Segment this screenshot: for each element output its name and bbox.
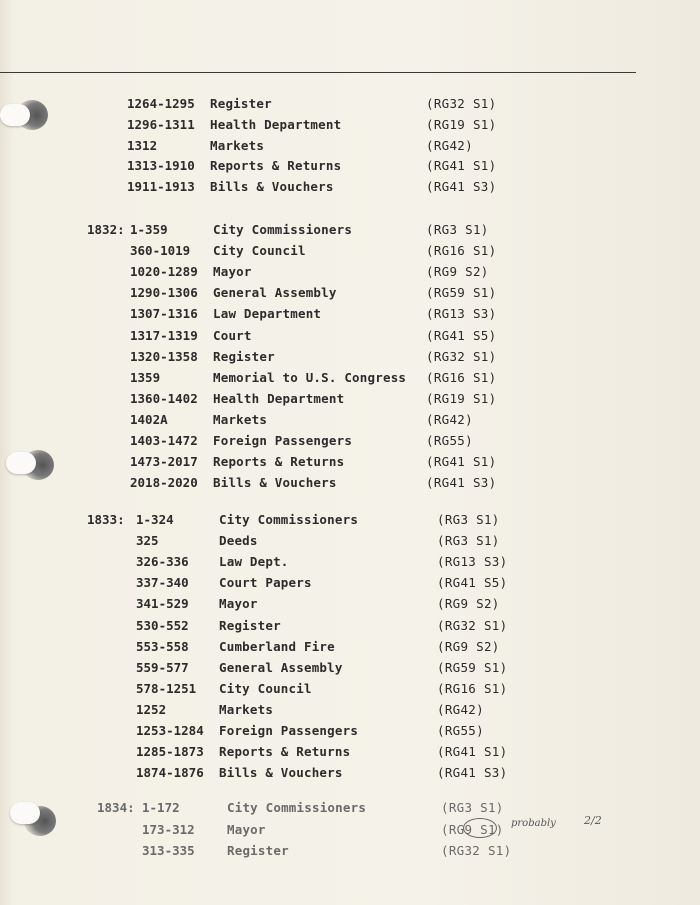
item-range: 1-359	[130, 222, 168, 237]
record-group-title: Health Department	[213, 390, 345, 406]
record-group-title: Law Dept.	[219, 554, 289, 570]
record-group-title: Reports & Returns	[210, 158, 342, 174]
annotation-circle	[463, 818, 497, 838]
item-range: 313-335	[142, 843, 195, 858]
item-range: 1307-1316	[130, 306, 198, 322]
record-group-code: (RG9 S2)	[426, 264, 489, 280]
record-group-code: (RG55)	[426, 433, 473, 448]
index-row	[0, 285, 700, 305]
record-group-code: (RG16 S1)	[426, 243, 497, 259]
record-group-code: (RG3 S1)	[426, 222, 489, 237]
item-range: 1253-1284	[136, 723, 204, 738]
record-group-code: (RG59 S1)	[437, 659, 508, 675]
year-label: 1832:	[87, 222, 125, 237]
record-group-code: (RG42)	[426, 411, 473, 427]
record-group-code: (RG41 S1)	[426, 158, 497, 174]
record-group-code: (RG16 S1)	[426, 369, 497, 385]
record-group-title: Mayor	[213, 264, 252, 280]
record-group-code: (RG41 S3)	[426, 475, 497, 491]
item-range: 1402A	[130, 411, 168, 427]
index-row	[0, 349, 700, 369]
record-group-title: Court Papers	[219, 575, 312, 591]
index-row	[0, 681, 700, 701]
index-row	[0, 639, 700, 659]
record-group-title: Markets	[213, 411, 268, 427]
item-range: 1-172	[142, 800, 180, 815]
handwritten-fraction: 2/2	[584, 814, 602, 827]
record-group-code: (RG3 S1)	[437, 533, 500, 549]
item-range: 326-336	[136, 554, 189, 570]
index-row	[0, 744, 700, 764]
item-range: 341-529	[136, 596, 189, 612]
item-range: 1473-2017	[130, 454, 198, 470]
index-row	[0, 117, 700, 137]
record-group-code: (RG41 S5)	[426, 327, 497, 343]
item-range: 578-1251	[136, 680, 197, 696]
record-group-title: City Council	[219, 680, 312, 696]
index-row	[0, 138, 700, 158]
record-group-code: (RG3 S1)	[441, 800, 504, 815]
record-group-title: Register	[213, 348, 275, 364]
record-group-title: Memorial to U.S. Congress	[213, 369, 407, 385]
top-rule	[0, 72, 636, 73]
item-range: 559-577	[136, 659, 189, 675]
record-group-title: Register	[219, 617, 281, 633]
item-range: 337-340	[136, 575, 189, 591]
record-group-code: (RG9 S2)	[437, 638, 500, 654]
record-group-code: (RG41 S1)	[426, 454, 497, 470]
record-group-title: General Assembly	[219, 659, 343, 675]
record-group-title: Bills & Vouchers	[213, 475, 337, 491]
item-range: 173-312	[142, 821, 195, 837]
record-group-code: (RG42)	[437, 701, 484, 717]
record-group-code: (RG59 S1)	[426, 285, 497, 301]
item-range: 1264-1295	[127, 96, 195, 111]
index-row	[0, 412, 700, 432]
record-group-code: (RG32 S1)	[426, 348, 497, 364]
record-group-title: Health Department	[210, 116, 342, 132]
index-row	[0, 222, 700, 242]
record-group-code: (RG3 S1)	[437, 512, 500, 527]
item-range: 1359	[130, 369, 161, 385]
index-row	[0, 723, 700, 743]
index-row	[0, 264, 700, 284]
item-range: 1312	[127, 137, 158, 153]
record-group-title: Markets	[210, 137, 265, 153]
item-range: 1403-1472	[130, 433, 198, 448]
handwritten-note: probably	[511, 818, 556, 829]
index-row	[0, 596, 700, 616]
item-range: 530-552	[136, 617, 189, 633]
record-group-title: Bills & Vouchers	[210, 179, 334, 195]
record-group-code: (RG32 S1)	[426, 96, 497, 111]
item-range: 1317-1319	[130, 327, 198, 343]
item-range: 325	[136, 533, 159, 549]
record-group-title: General Assembly	[213, 285, 337, 301]
index-row	[0, 306, 700, 326]
record-group-code: (RG19 S1)	[426, 116, 497, 132]
item-range: 1320-1358	[130, 348, 198, 364]
item-range: 553-558	[136, 638, 189, 654]
index-row	[0, 454, 700, 474]
index-row	[0, 843, 700, 863]
record-group-title: Mayor	[219, 596, 258, 612]
record-group-title: Register	[227, 843, 289, 858]
record-group-title: Law Department	[213, 306, 322, 322]
record-group-code: (RG41 S3)	[426, 179, 497, 195]
record-group-code: (RG19 S1)	[426, 390, 497, 406]
record-group-code: (RG41 S3)	[437, 765, 508, 781]
record-group-title: Foreign Passengers	[213, 433, 353, 448]
index-row	[0, 618, 700, 638]
record-group-code: (RG13 S3)	[426, 306, 497, 322]
record-group-title: City Commissioners	[213, 222, 353, 237]
index-row	[0, 554, 700, 574]
item-range: 1285-1873	[136, 744, 204, 760]
record-group-code: (RG13 S3)	[437, 554, 508, 570]
record-group-title: Register	[210, 96, 272, 111]
record-group-title: Deeds	[219, 533, 258, 549]
index-row	[0, 370, 700, 390]
item-range: 1020-1289	[130, 264, 198, 280]
index-row	[0, 475, 700, 495]
item-range: 1-324	[136, 512, 174, 527]
index-row	[0, 512, 700, 532]
year-label: 1834:	[97, 800, 135, 815]
record-group-code: (RG55)	[437, 723, 484, 738]
item-range: 360-1019	[130, 243, 191, 259]
record-group-title: Reports & Returns	[213, 454, 345, 470]
record-group-code: (RG32 S1)	[437, 617, 508, 633]
item-range: 1252	[136, 701, 167, 717]
item-range: 1911-1913	[127, 179, 195, 195]
record-group-title: Cumberland Fire	[219, 638, 335, 654]
record-group-code: (RG9 S2)	[437, 596, 500, 612]
item-range: 1313-1910	[127, 158, 195, 174]
record-group-title: Reports & Returns	[219, 744, 351, 760]
record-group-code: (RG41 S5)	[437, 575, 508, 591]
record-group-title: City Commissioners	[227, 800, 367, 815]
index-row	[0, 660, 700, 680]
index-row	[0, 433, 700, 453]
record-group-code: (RG9 S1)	[441, 821, 504, 837]
record-group-code: (RG42)	[426, 137, 473, 153]
record-group-title: Markets	[219, 701, 274, 717]
record-group-code: (RG41 S1)	[437, 744, 508, 760]
index-row	[0, 96, 700, 116]
year-label: 1833:	[87, 512, 125, 527]
item-range: 1296-1311	[127, 116, 195, 132]
index-row	[0, 158, 700, 178]
record-group-title: City Council	[213, 243, 306, 259]
record-group-title: Mayor	[227, 821, 266, 837]
item-range: 1290-1306	[130, 285, 198, 301]
index-row	[0, 702, 700, 722]
index-row	[0, 179, 700, 199]
index-row	[0, 243, 700, 263]
record-group-title: Foreign Passengers	[219, 723, 359, 738]
record-group-code: (RG16 S1)	[437, 680, 508, 696]
record-group-title: Court	[213, 327, 252, 343]
index-row	[0, 391, 700, 411]
index-row	[0, 533, 700, 553]
record-group-code: (RG32 S1)	[441, 843, 512, 858]
item-range: 1360-1402	[130, 390, 198, 406]
index-row	[0, 328, 700, 348]
item-range: 1874-1876	[136, 765, 204, 781]
item-range: 2018-2020	[130, 475, 198, 491]
index-row	[0, 575, 700, 595]
record-group-title: City Commissioners	[219, 512, 359, 527]
record-group-title: Bills & Vouchers	[219, 765, 343, 781]
index-row	[0, 765, 700, 785]
